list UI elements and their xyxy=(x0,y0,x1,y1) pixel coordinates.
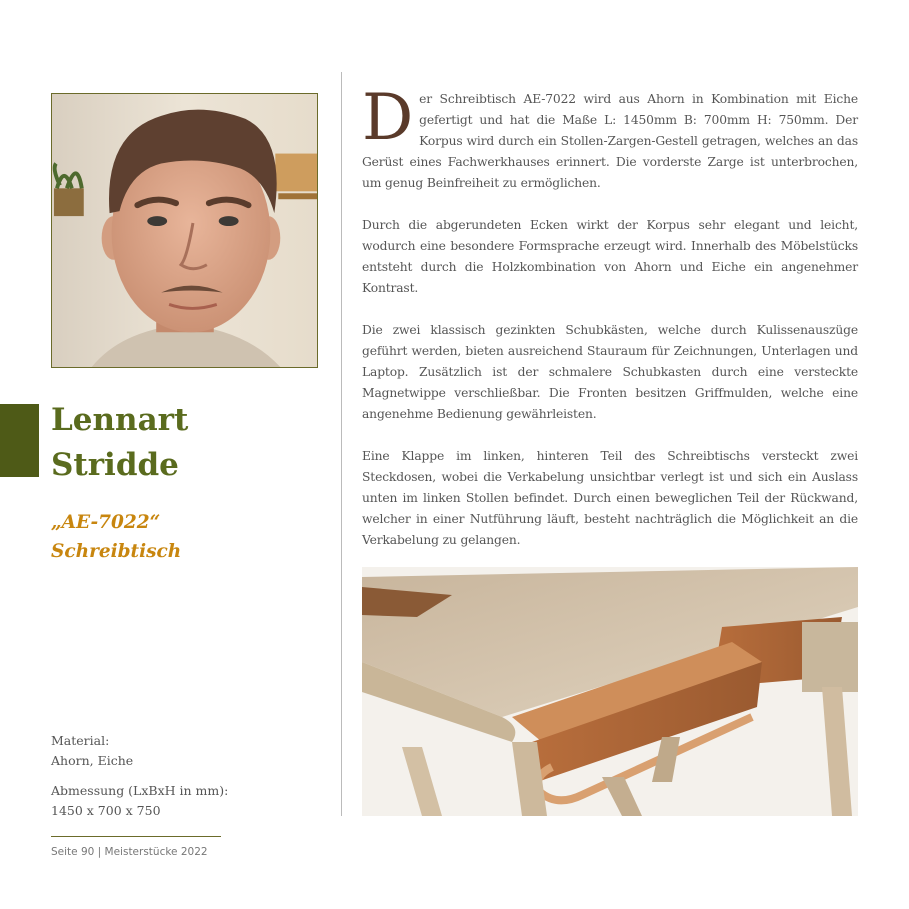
designer-first-name: Lennart xyxy=(51,402,189,438)
paragraph-2: Durch die abgerundeten Ecken wirkt der Korpus sehr elegant und leicht, wodurch eine besondere Formsprache erzeugt wird. Innerhalb des Möbelstücks entsteht durch die Holzkombination von Ahorn und Eiche ein angenehmer Kontrast. xyxy=(362,218,858,295)
paragraph-3: Die zwei klassisch gezinkten Schubkästen, welche durch Kulissenauszüge geführt werden, bieten ausreichend Stauraum für Zeichnungen, Unterlagen und Laptop. Zusätzlich ist der schmalere Schubkasten durch eine versteckte Magnetwippe verschließbar. Die Fronten besitzen Griffmulden, welche eine angenehme Bedienung gewährleisten. xyxy=(362,323,858,421)
product-title xyxy=(51,508,181,566)
designer-portrait xyxy=(51,93,318,368)
designer-name xyxy=(51,398,188,488)
product-title-line1: „AE-7022“ xyxy=(51,512,161,533)
product-title-line2: Schreibtisch xyxy=(51,541,182,562)
material-value: Ahorn, Eiche xyxy=(51,753,134,768)
page-footer: Seite 90 | Meisterstücke 2022 xyxy=(51,846,208,858)
product-specs xyxy=(51,731,251,831)
material-label: Material: xyxy=(51,733,110,748)
accent-bar xyxy=(0,404,39,477)
paragraph-1 xyxy=(362,81,858,194)
drop-cap: D xyxy=(362,81,414,155)
footer-rule xyxy=(51,836,221,837)
dimensions-label: Abmessung (LxBxH in mm): xyxy=(51,783,229,798)
column-divider xyxy=(341,72,342,816)
paragraph-4: Eine Klappe im linken, hinteren Teil des Schreibtischs versteckt zwei Steckdosen, wobei die Verkabelung unsichtbar verlegt ist und sich ein Auslass unten im linken Stollen befindet. Durch einen beweglichen Teil der Rückwand, welcher in einer Nutführung läuft, besteht nachträglich die Möglichkeit an die Verkabelung zu gelangen. xyxy=(362,449,858,547)
desk-photo xyxy=(362,567,858,816)
paragraph-1-text: er Schreibtisch AE-7022 wird aus Ahorn in Kombination mit Eiche gefertigt und hat die Maße L: 1450mm B: 700mm H: 750mm. Der Korpus wird durch ein Stollen-Zargen-Gestell getragen, welches an das Gerüst eines Fachwerkhauses erinnert. Die vorderste Zarge ist unterbrochen, um genug Beinfreiheit zu ermöglichen. xyxy=(362,92,858,190)
article-body xyxy=(362,81,858,572)
designer-last-name: Stridde xyxy=(51,447,179,483)
dimensions-value: 1450 x 700 x 750 xyxy=(51,803,161,818)
